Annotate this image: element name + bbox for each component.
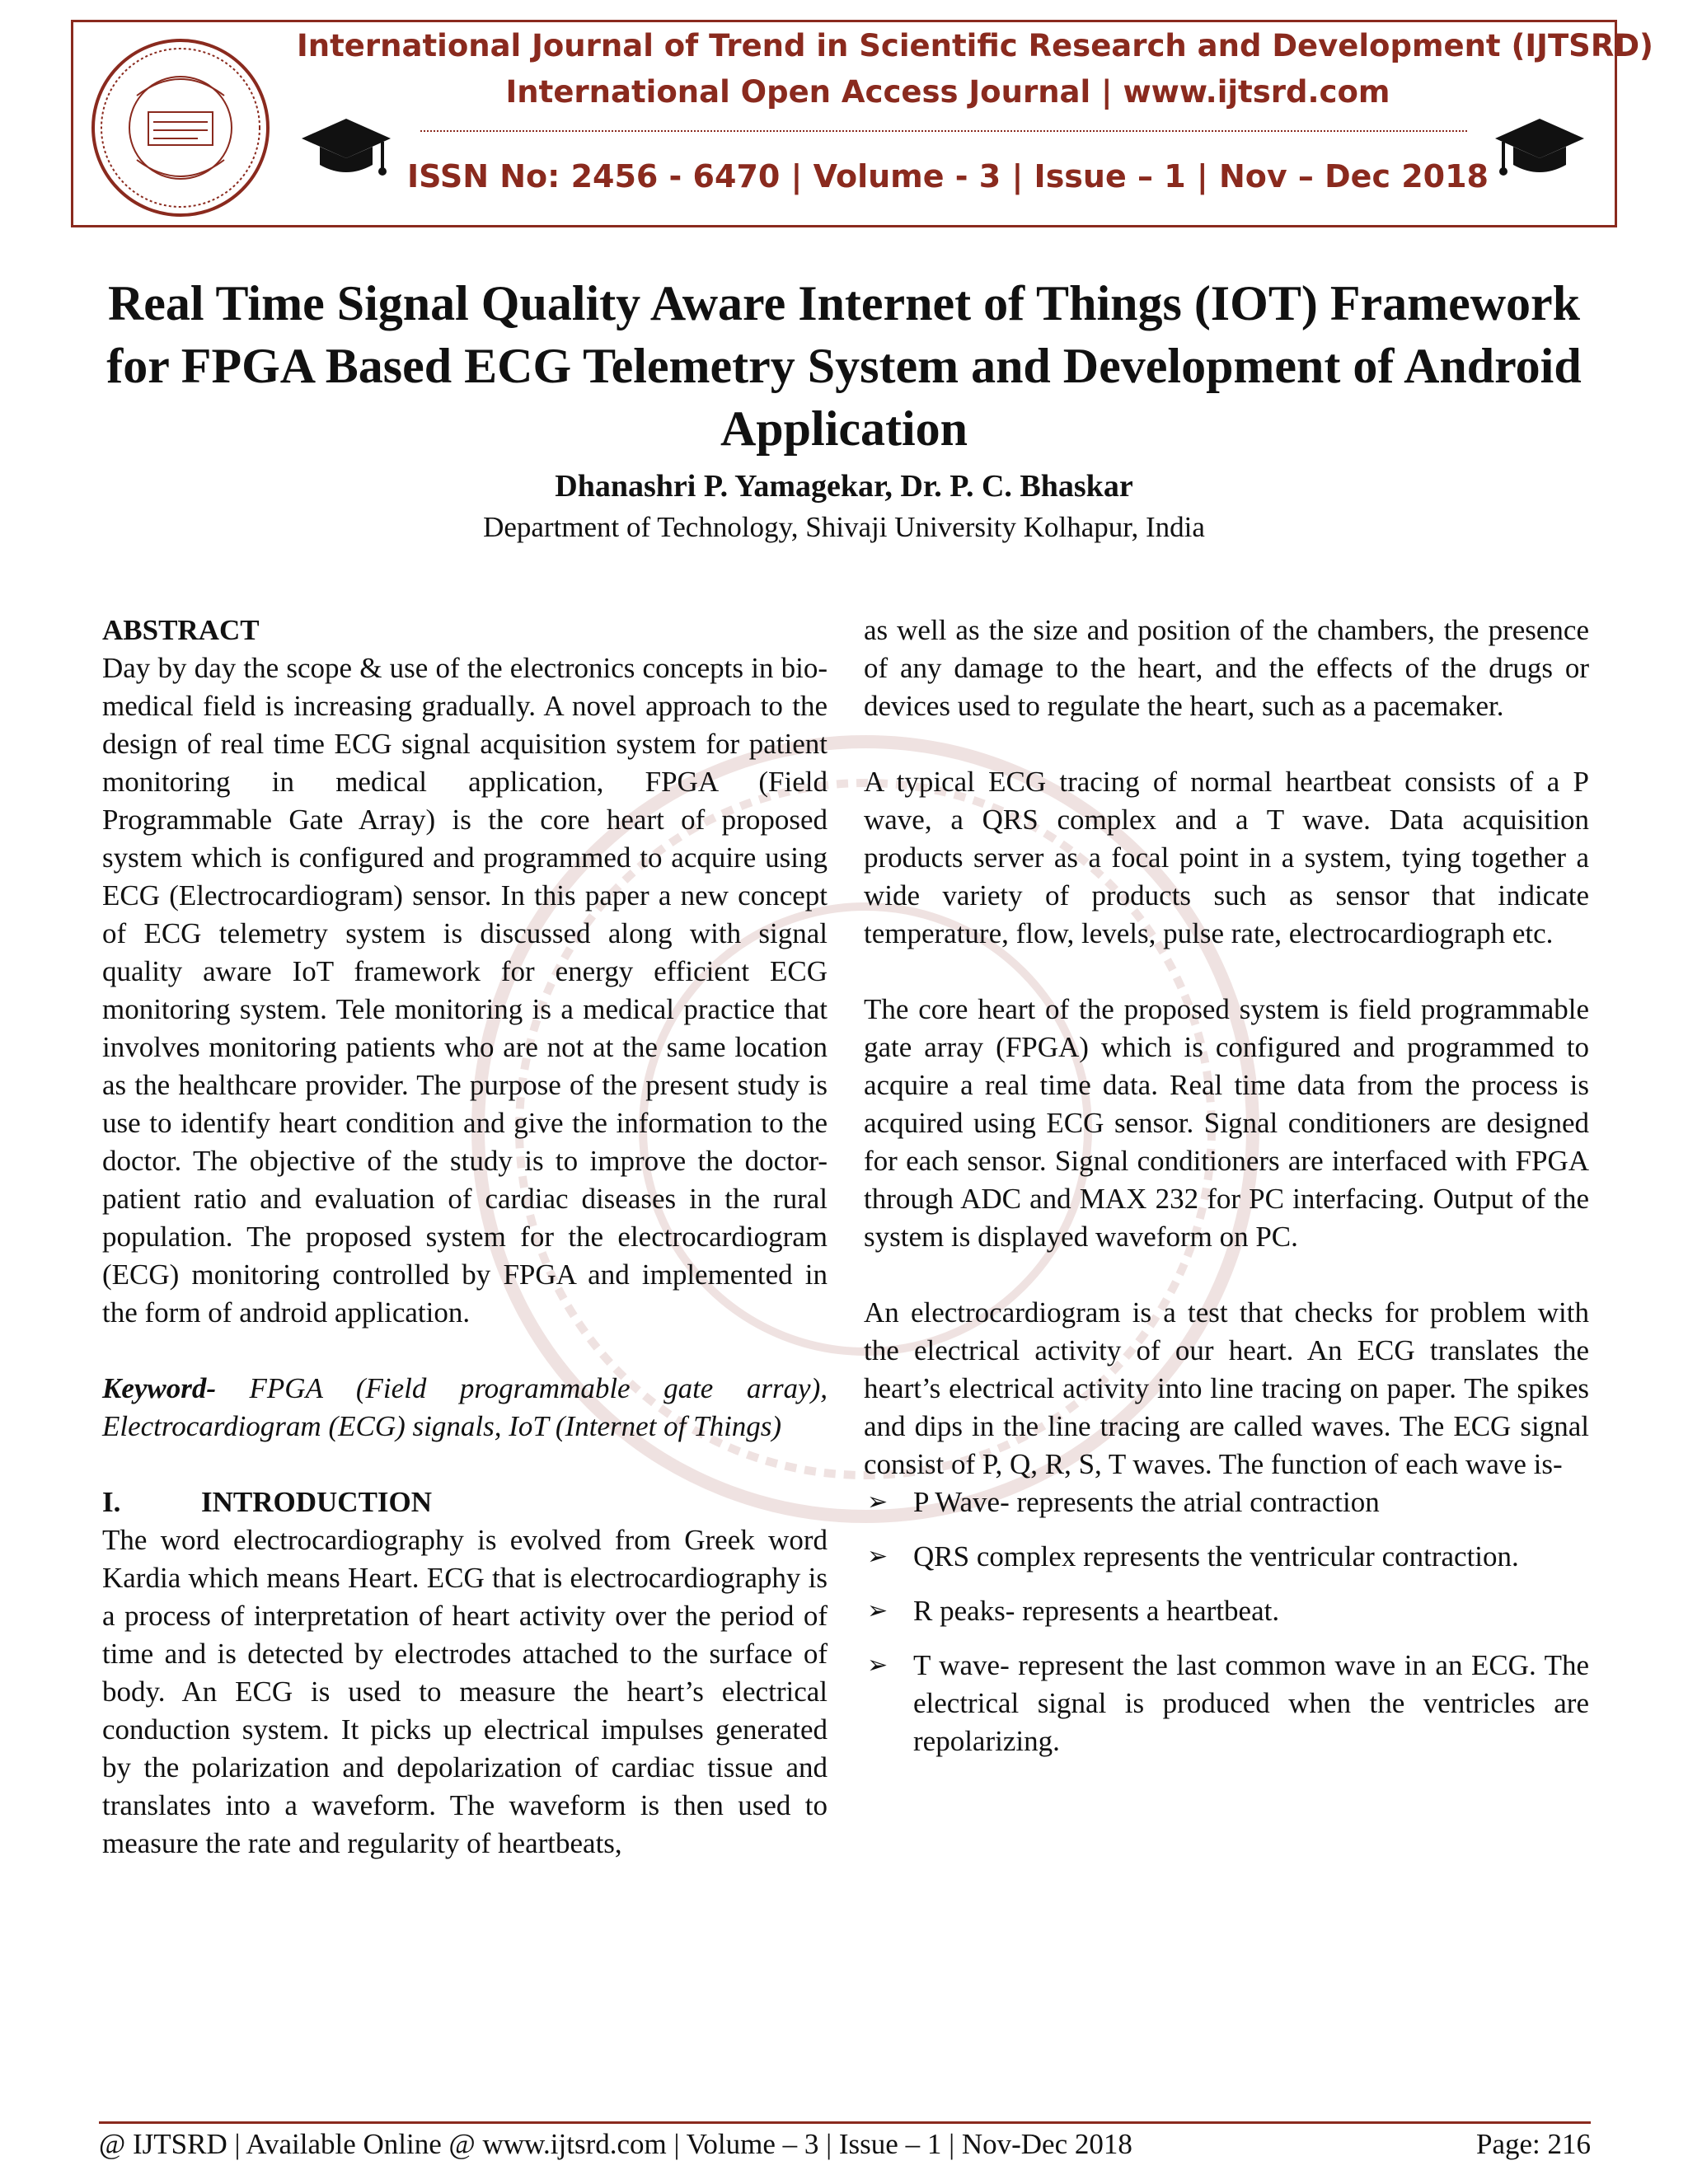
keywords-paragraph (102, 1370, 828, 1446)
arrow-bullet-icon: ➢ (867, 1596, 889, 1625)
list-item: ➢ P Wave- represents the atrial contraction (864, 1483, 1589, 1521)
list-item: ➢ QRS complex represents the ventricular contraction. (864, 1538, 1589, 1576)
left-column (102, 612, 828, 1863)
right-column (864, 612, 1589, 1777)
section-number: I. (102, 1486, 121, 1518)
abstract-heading: ABSTRACT (102, 614, 260, 646)
list-item: ➢ T wave- represent the last common wave in an ECG. The electrical signal is produced when the ventricles are repolarizing. (864, 1647, 1589, 1760)
list-item: ➢ R peaks- represents a heartbeat. (864, 1592, 1589, 1630)
paragraph: The core heart of the proposed system is field programmable gate array (FPGA) which is configured and programmed to acquire a real time data. Real time data from the process is acquired using ECG sensor. Signal conditioners are designed for each sensor. Signal conditioners are interfaced with FPGA through ADC and MAX 232 for PC interfacing. Output of the system is displayed waveform on PC. (864, 993, 1589, 1253)
journal-subtitle: International Open Access Journal | www.ijtsrd.com (505, 74, 1390, 110)
paper-affiliation: Department of Technology, Shivaji University Kolhapur, India (483, 511, 1205, 543)
abstract-text: Day by day the scope & use of the electronics concepts in bio-medical field is increasing gradually. A novel approach to the design of real time ECG signal acquisition system for patient monitoring in medical application, FPGA (Field Programmable Gate Array) is the core heart of proposed system which is configured and programmed to acquire using ECG (Electrocardiogram) sensor. In this paper a new concept of ECG telemetry system is discussed along with signal quality aware IoT framework for energy efficient ECG monitoring system. Tele monitoring is a medical practice that involves monitoring patients who are not at the same location as the healthcare provider. The purpose of the present study is use to identify heart condition and give the information to the doctor. The objective of the study is to improve the doctor-patient ratio and evaluation of cardiac diseases in the rural population. The proposed system for the electrocardiogram (ECG) monitoring controlled by FPGA and implemented in the form of android application. (102, 652, 828, 1329)
introduction-heading (102, 1483, 828, 1521)
page-footer (99, 2128, 1591, 2161)
footer-divider (99, 2121, 1591, 2124)
ijtsrd-seal-icon (89, 36, 272, 219)
footer-text: @ IJTSRD | Available Online @ www.ijtsrd.com | Volume – 3 | Issue – 1 | Nov-Dec 2018 (99, 2128, 1132, 2160)
paper-authors: Dhanashri P. Yamagekar, Dr. P. C. Bhaskar (555, 469, 1133, 504)
paragraph: A typical ECG tracing of normal heartbeat consists of a P wave, a QRS complex and a T wave. Data acquisition products server as a focal point in a system, tying together a wide variety of products such as sensor that indicate temperature, flow, levels, pulse rate, electrocardiograph etc. (864, 766, 1589, 949)
section-title: INTRODUCTION (201, 1486, 433, 1518)
arrow-bullet-icon: ➢ (867, 1542, 889, 1571)
wave-function-list (864, 1483, 1589, 1760)
introduction-text: The word electrocardiography is evolved from Greek word Kardia which means Heart. ECG that is electrocardiography is a process of interpretation of heart activity over the period of time and is detected by electrodes attached to the surface of body. An ECG is used to measure the heart’s electrical conduction system. It picks up electrical impulses generated by the polarization and depolarization of cardiac tissue and translates into a waveform. The waveform is then used to measure the rate and regularity of heartbeats, (102, 1524, 828, 1859)
arrow-bullet-icon: ➢ (867, 1651, 889, 1680)
issn-line: ISSN No: 2456 - 6470 | Volume - 3 | Issue – 1 | Nov – Dec 2018 (407, 158, 1489, 194)
paragraph: An electrocardiogram is a test that checks for problem with the electrical activity of our heart. An ECG translates the heart’s electrical activity into line tracing on paper. The spikes and dips in the line tracing are called waves. The ECG signal consist of P, Q, R, S, T waves. The function of each wave is- (864, 1296, 1589, 1480)
paragraph: as well as the size and position of the chambers, the presence of any damage to the heart, and the effects of the drugs or devices used to regulate the heart, such as a pacemaker. (864, 614, 1589, 722)
journal-title: International Journal of Trend in Scientific Research and Development (IJTSRD) (297, 28, 1653, 63)
keywords-text: FPGA (Field programmable gate array), Electrocardiogram (ECG) signals, IoT (Internet of Things) (102, 1372, 828, 1442)
paper-title: Real Time Signal Quality Aware Internet of Things (IOT) Framework for FPGA Based ECG Telemetry System and Development of Android Application (106, 276, 1582, 456)
arrow-bullet-icon: ➢ (867, 1488, 889, 1516)
header-dotted-divider (420, 130, 1467, 132)
page-number: Page: 216 (1475, 2128, 1591, 2160)
keywords-label: Keyword- (102, 1372, 217, 1404)
